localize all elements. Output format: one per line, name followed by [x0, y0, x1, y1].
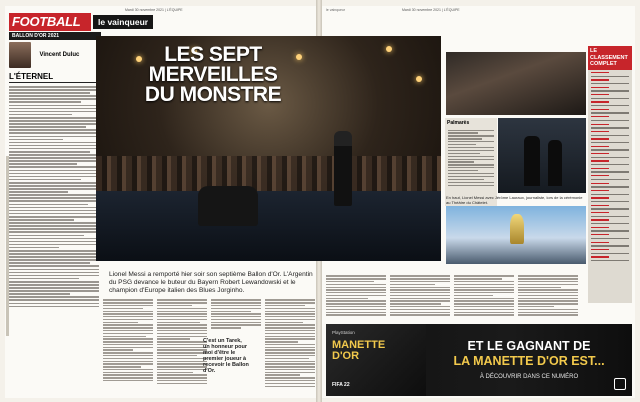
right-article-body: [326, 274, 584, 318]
article-column: [265, 298, 315, 394]
photo-trophy-celebration: [446, 206, 586, 264]
kicker-label: BALLON D'OR 2021: [9, 32, 101, 40]
article-headline: LES SEPT MERVEILLES DU MONSTRE: [144, 43, 282, 106]
playstation-icon: [614, 378, 626, 390]
ad-headline-1: ET LE GAGNANT DE: [467, 339, 591, 353]
ad-fifa-logo: FIFA 22: [332, 382, 350, 388]
ad-game-title: MANETTE D'OR: [332, 339, 386, 362]
photo-caption: En haut, Lionel Messi avec Jérôme Lauraux, journaliste, lors de la cérémonie au Théâtre du Châtelet.: [446, 195, 583, 205]
section-rubric: le vainqueur: [93, 15, 153, 29]
article-column: [157, 298, 207, 394]
ad-headline-2: LA MANETTE D'OR EST...: [453, 354, 605, 368]
pull-quote: C'est un Tarek, un honneur pour moi d'être le premier joueur à recevoir le Ballon d'Or.: [203, 338, 249, 374]
left-folio: Mardi 30 novembre 2021 | L'ÉQUIPE: [125, 8, 183, 12]
author-photo: [9, 42, 31, 68]
audience: [96, 156, 441, 196]
column-body-text: [9, 86, 99, 307]
stage-floor: [96, 191, 441, 261]
palmares-title: Palmarès: [447, 120, 470, 126]
messi-figure: [334, 131, 352, 206]
author-name: Vincent Duluc: [39, 52, 80, 58]
advertisement-banner[interactable]: [326, 324, 632, 396]
column-title: L'ÉTERNEL: [9, 72, 99, 83]
audience-figure: [198, 186, 258, 226]
article-deck: Lionel Messi a remporté hier soir son septième Ballon d'Or. L'Argentin du PSG devance le buteur du Bayern Robert Lewandowski et le champion d'Europe italien des Blues Jorginho.: [109, 271, 313, 294]
ranking-list: [588, 72, 632, 261]
ad-game-panel: [326, 324, 426, 396]
trophy-icon: [510, 214, 524, 244]
section-brand: FOOTBALL: [9, 13, 91, 31]
photo-ceremony-crowd: [446, 52, 586, 115]
ranking-title: LE CLASSEMENT COMPLET: [588, 46, 632, 70]
right-folio: Mardi 30 novembre 2021 | L'ÉQUIPE: [402, 8, 460, 12]
ad-subline: À DÉCOUVRIR DANS CE NUMÉRO: [479, 374, 579, 380]
article-column: [103, 298, 153, 394]
section-header: [9, 13, 313, 31]
ad-platform: PlayStation: [332, 330, 355, 335]
ranking-sidebar: [588, 46, 632, 303]
palmares-box: [445, 118, 497, 206]
right-rubric: le vainqueur: [326, 8, 346, 12]
editorial-column: [9, 42, 99, 309]
photo-messi-on-stage: [498, 118, 586, 193]
